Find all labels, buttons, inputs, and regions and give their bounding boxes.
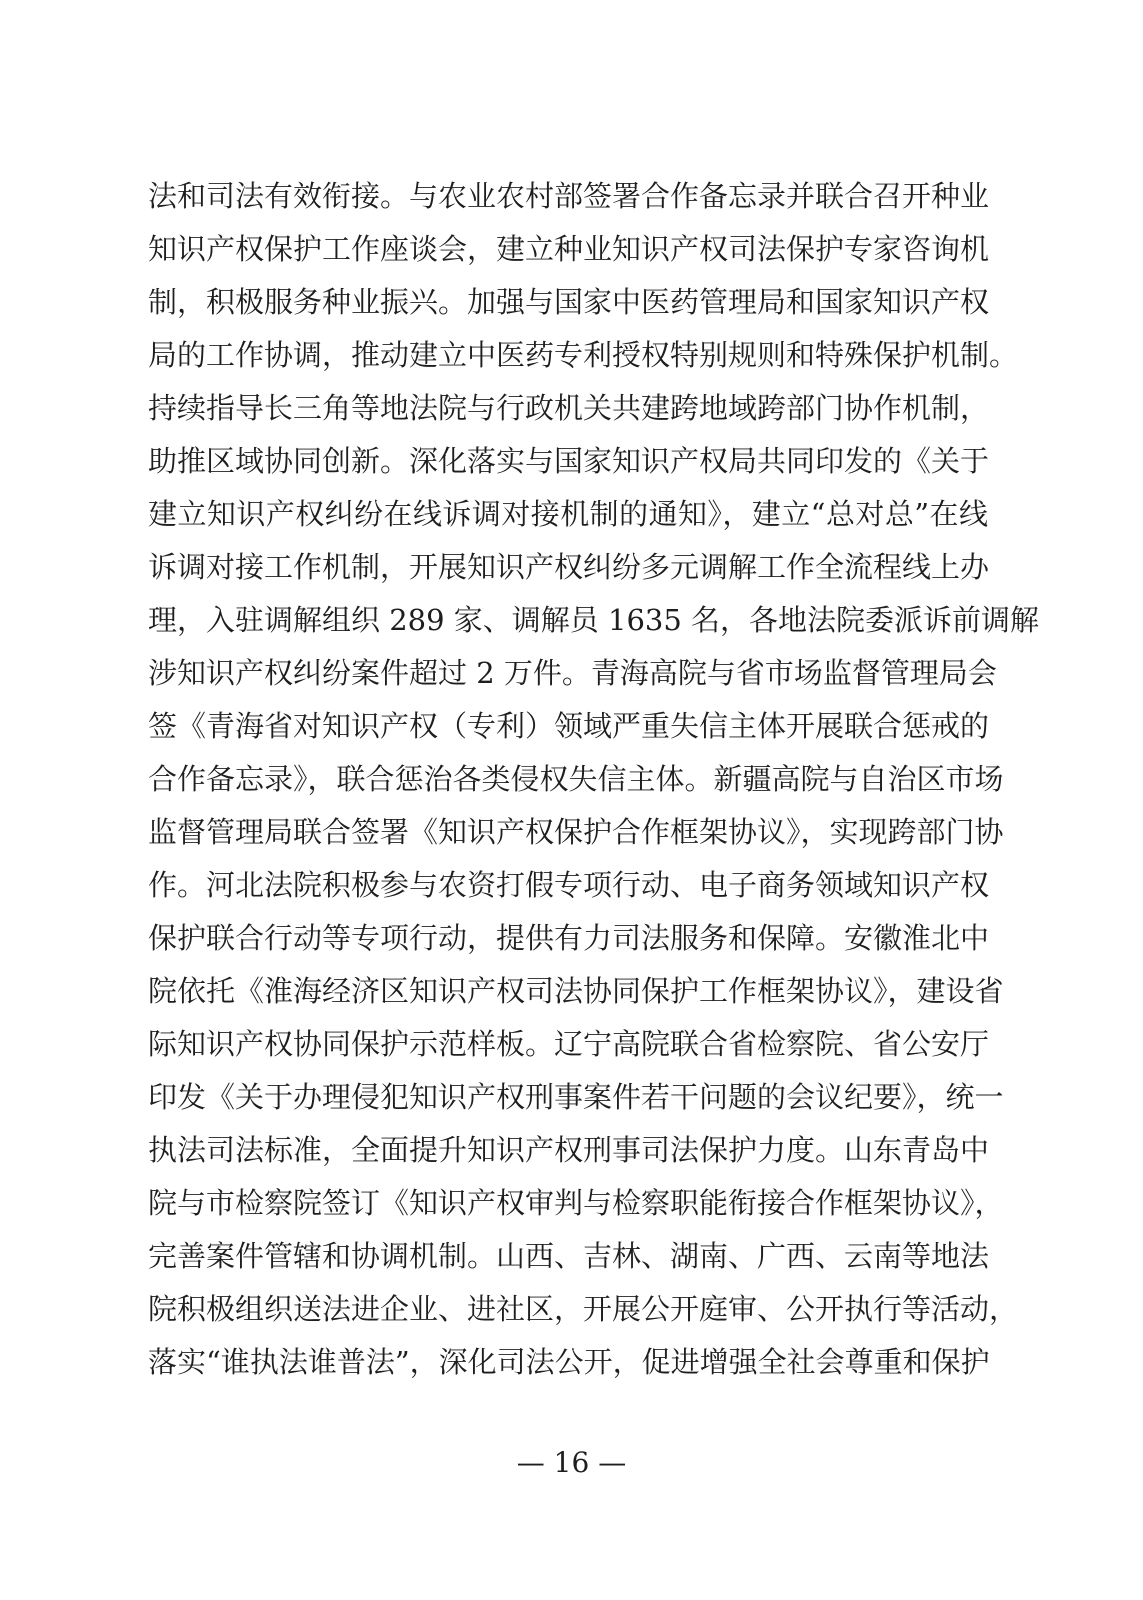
text-line: 合作备忘录》，联合惩治各类侵权失信主体。新疆高院与自治区市场: [148, 762, 1004, 796]
text-line: 完善案件管辖和协调机制。山西、吉林、湖南、广西、云南等地法: [148, 1239, 990, 1273]
text-line: 建立知识产权纠纷在线诉调对接机制的通知》，建立“总对总”在线: [148, 497, 988, 531]
text-line: 落实“谁执法谁普法”，深化司法公开，促进增强全社会尊重和保护: [148, 1345, 990, 1379]
text-line: 涉知识产权纠纷案件超过 2 万件。青海高院与省市场监督管理局会: [148, 656, 997, 690]
text-line: 知识产权保护工作座谈会，建立种业知识产权司法保护专家咨询机: [148, 232, 990, 266]
text-line: 制，积极服务种业振兴。加强与国家中医药管理局和国家知识产权: [148, 285, 990, 319]
page-number: — 16 —: [516, 1446, 627, 1479]
text-line: 签《青海省对知识产权（专利）领域严重失信主体开展联合惩戒的: [148, 709, 990, 743]
text-line: 监督管理局联合签署《知识产权保护合作框架协议》，实现跨部门协: [148, 815, 1004, 849]
text-line: 保护联合行动等专项行动，提供有力司法服务和保障。安徽淮北中: [148, 921, 990, 955]
text-line: 法和司法有效衔接。与农业农村部签署合作备忘录并联合召开种业: [148, 179, 990, 213]
body-text: [148, 170, 1040, 1389]
text-line: 理，入驻调解组织 289 家、调解员 1635 名，各地法院委派诉前调解: [148, 603, 1040, 637]
text-line: 院积极组织送法进企业、进社区，开展公开庭审、公开执行等活动，: [148, 1292, 1019, 1326]
text-line: 院与市检察院签订《知识产权审判与检察职能衔接合作框架协议》，: [148, 1186, 1004, 1220]
text-line: 作。河北法院积极参与农资打假专项行动、电子商务领域知识产权: [148, 868, 990, 902]
text-line: 助推区域协同创新。深化落实与国家知识产权局共同印发的《关于: [148, 444, 990, 478]
text-line: 诉调对接工作机制，开展知识产权纠纷多元调解工作全流程线上办: [148, 550, 990, 584]
text-line: 执法司法标准，全面提升知识产权刑事司法保护力度。山东青岛中: [148, 1133, 990, 1167]
text-line: 印发《关于办理侵犯知识产权刑事案件若干问题的会议纪要》，统一: [148, 1080, 1004, 1114]
text-line: 局的工作协调，推动建立中医药专利授权特别规则和特殊保护机制。: [148, 338, 1019, 372]
text-line: 际知识产权协同保护示范样板。辽宁高院联合省检察院、省公安厅: [148, 1027, 990, 1061]
text-line: 持续指导长三角等地法院与行政机关共建跨地域跨部门协作机制，: [148, 391, 990, 425]
text-line: 院依托《淮海经济区知识产权司法协同保护工作框架协议》，建设省: [148, 974, 1004, 1008]
